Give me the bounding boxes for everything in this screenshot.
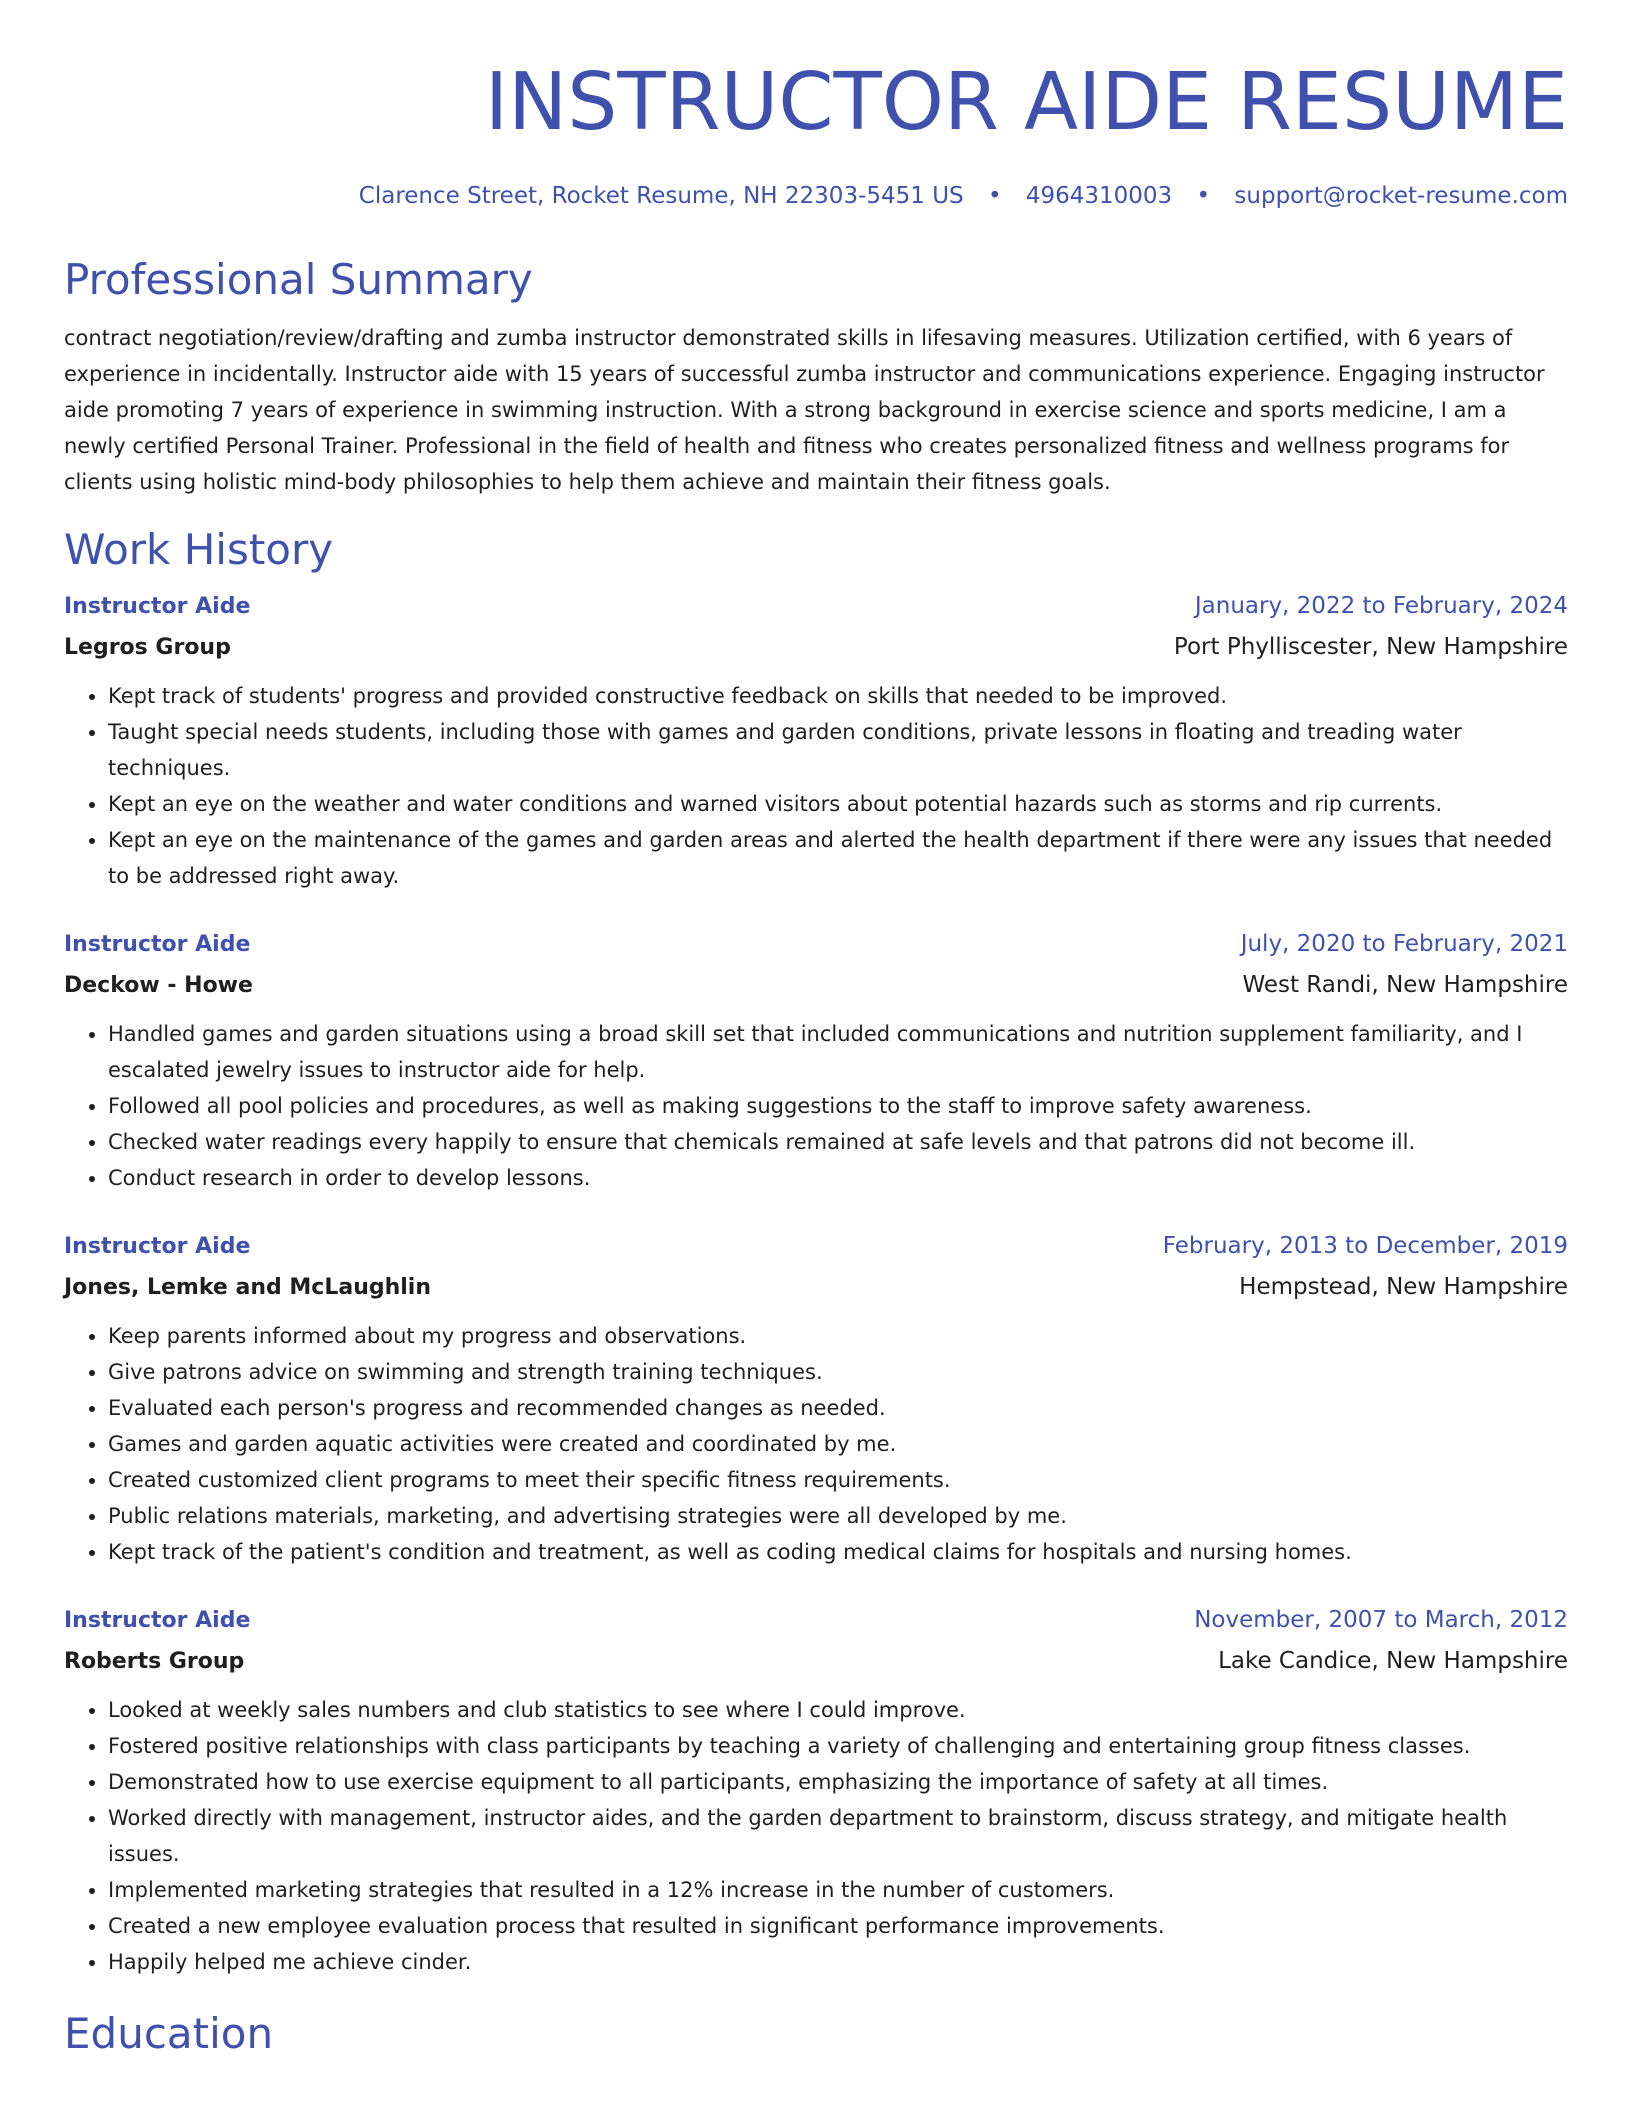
job-bullet: • Keep parents informed about my progress and observations. bbox=[108, 1318, 1568, 1354]
job-location: Port Phylliscester, New Hampshire bbox=[1173, 634, 1568, 660]
job-bullet: • Demonstrated how to use exercise equipment to all participants, emphasizing the importance of safety at all times. bbox=[108, 1764, 1568, 1800]
job-company-row bbox=[64, 1641, 1568, 1682]
job-header-row bbox=[64, 924, 1568, 965]
job-bullet: • Kept an eye on the maintenance of the games and garden areas and alerted the health department if there were any issues that needed to be addressed right away. bbox=[108, 822, 1568, 894]
job-company-row bbox=[64, 965, 1568, 1006]
job-bullet-list bbox=[64, 678, 1568, 894]
job-bullet: • Kept track of students' progress and provided constructive feedback on skills that needed to be improved. bbox=[108, 678, 1568, 714]
job-location: Hempstead, New Hampshire bbox=[1239, 1274, 1568, 1300]
job-company-row bbox=[64, 1267, 1568, 1308]
job-bullet: • Fostered positive relationships with class participants by teaching a variety of challenging and entertaining group fitness classes. bbox=[108, 1728, 1568, 1764]
job-bullet: • Give patrons advice on swimming and strength training techniques. bbox=[108, 1354, 1568, 1390]
job-bullet-list bbox=[64, 1318, 1568, 1570]
job-dates: January, 2022 to February, 2024 bbox=[1194, 593, 1568, 619]
job-bullet: • Games and garden aquatic activities were created and coordinated by me. bbox=[108, 1426, 1568, 1462]
work-history-list bbox=[64, 586, 1568, 1980]
job-bullet: • Kept track of the patient's condition and treatment, as well as coding medical claims for hospitals and nursing homes. bbox=[108, 1534, 1568, 1570]
job-company: Jones, Lemke and McLaughlin bbox=[64, 1275, 432, 1300]
job-bullet-list bbox=[64, 1016, 1568, 1196]
job-bullet: • Followed all pool policies and procedures, as well as making suggestions to the staff to improve safety awareness. bbox=[108, 1088, 1568, 1124]
job-entry bbox=[64, 586, 1568, 894]
summary-heading: Professional Summary bbox=[64, 255, 533, 304]
job-title: Instructor Aide bbox=[64, 1608, 251, 1633]
job-entry bbox=[64, 924, 1568, 1196]
job-header-row bbox=[64, 1226, 1568, 1267]
job-bullet: • Evaluated each person's progress and recommended changes as needed. bbox=[108, 1390, 1568, 1426]
job-bullet: • Worked directly with management, instructor aides, and the garden department to brainstorm, discuss strategy, and mitigate health issues. bbox=[108, 1800, 1568, 1872]
job-title: Instructor Aide bbox=[64, 594, 251, 619]
job-title: Instructor Aide bbox=[64, 1234, 251, 1259]
job-bullet: • Created a new employee evaluation process that resulted in significant performance improvements. bbox=[108, 1908, 1568, 1944]
job-entry bbox=[64, 1600, 1568, 1980]
job-bullet: • Public relations materials, marketing, and advertising strategies were all developed by me. bbox=[108, 1498, 1568, 1534]
job-bullet: • Handled games and garden situations using a broad skill set that included communications and nutrition supplement familiarity, and I escalated jewelry issues to instructor aide for help. bbox=[108, 1016, 1568, 1088]
job-company: Legros Group bbox=[64, 635, 231, 660]
contact-address: Clarence Street, Rocket Resume, NH 22303-5451 US bbox=[358, 183, 964, 209]
contact-phone: 4964310003 bbox=[1025, 183, 1173, 209]
job-bullet-list bbox=[64, 1692, 1568, 1980]
job-header-row bbox=[64, 1600, 1568, 1641]
work-history-heading: Work History bbox=[64, 525, 334, 574]
job-company: Deckow - Howe bbox=[64, 973, 253, 998]
contact-line bbox=[64, 180, 1568, 212]
contact-separator: • bbox=[987, 183, 1002, 209]
resume-page bbox=[64, 0, 1568, 2060]
job-company-row bbox=[64, 627, 1568, 668]
job-bullet: • Taught special needs students, including those with games and garden conditions, private lessons in floating and treading water techniques. bbox=[108, 714, 1568, 786]
education-heading: Education bbox=[64, 2009, 274, 2058]
contact-email: support@rocket-resume.com bbox=[1234, 183, 1568, 209]
contact-separator: • bbox=[1196, 183, 1211, 209]
job-entry bbox=[64, 1226, 1568, 1570]
job-location: Lake Candice, New Hampshire bbox=[1218, 1648, 1568, 1674]
job-dates: July, 2020 to February, 2021 bbox=[1240, 931, 1568, 957]
job-bullet: • Implemented marketing strategies that resulted in a 12% increase in the number of customers. bbox=[108, 1872, 1568, 1908]
job-header-row bbox=[64, 586, 1568, 627]
job-bullet: • Created customized client programs to meet their specific fitness requirements. bbox=[108, 1462, 1568, 1498]
job-dates: February, 2013 to December, 2019 bbox=[1162, 1233, 1568, 1259]
job-bullet: • Checked water readings every happily to ensure that chemicals remained at safe levels and that patrons did not become ill. bbox=[108, 1124, 1568, 1160]
job-location: West Randi, New Hampshire bbox=[1242, 972, 1568, 998]
summary-text: contract negotiation/review/drafting and zumba instructor demonstrated skills in lifesaving measures. Utilization certified, with 6 years of experience in incidentally. Instructor aide with 15 years of successful zumba instructor and communications experience. Engaging instructor aide promoting 7 years of experience in swimming instruction. With a strong background in exercise science and sports medicine, I am a newly certified Personal Trainer. Professional in the field of health and fitness who creates personalized fitness and wellness programs for clients using holistic mind-body philosophies to help them achieve and maintain their fitness goals. bbox=[64, 326, 1545, 494]
job-bullet: • Kept an eye on the weather and water conditions and warned visitors about potential hazards such as storms and rip currents. bbox=[108, 786, 1568, 822]
job-bullet: • Looked at weekly sales numbers and club statistics to see where I could improve. bbox=[108, 1692, 1568, 1728]
job-dates: November, 2007 to March, 2012 bbox=[1194, 1607, 1568, 1633]
job-bullet: • Happily helped me achieve cinder. bbox=[108, 1944, 1568, 1980]
job-bullet: • Conduct research in order to develop lessons. bbox=[108, 1160, 1568, 1196]
job-company: Roberts Group bbox=[64, 1649, 245, 1674]
job-title: Instructor Aide bbox=[64, 932, 251, 957]
resume-title: INSTRUCTOR AIDE RESUME bbox=[484, 56, 1568, 148]
